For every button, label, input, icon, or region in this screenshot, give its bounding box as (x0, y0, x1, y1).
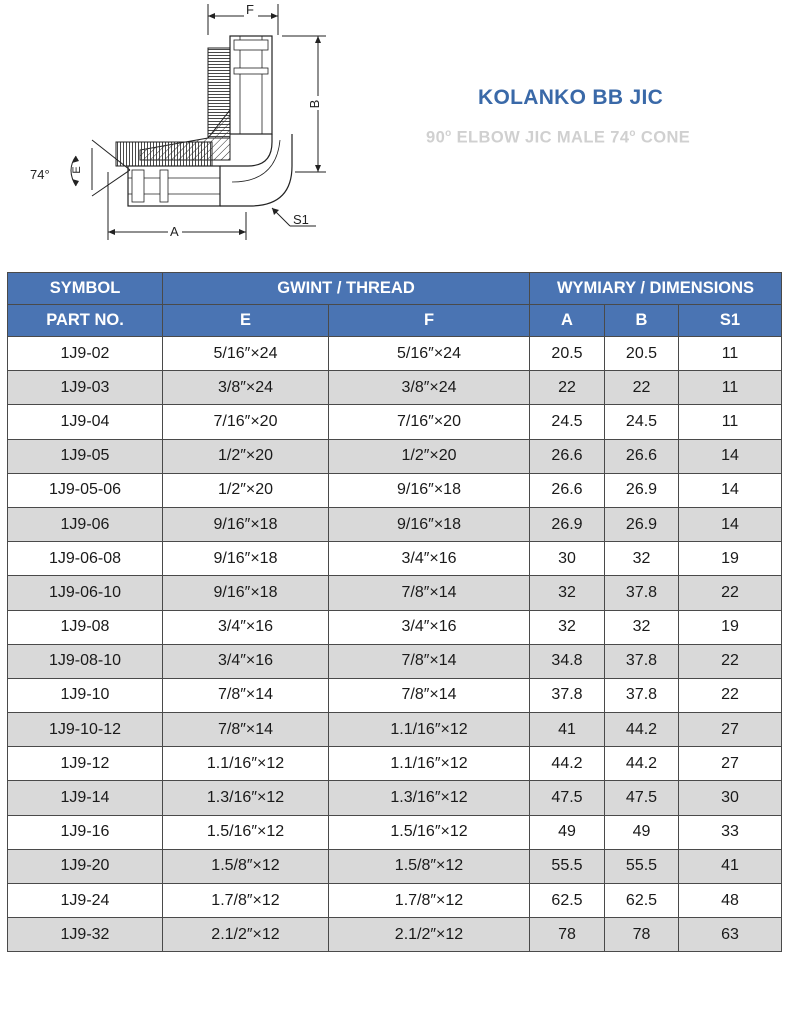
cell-b: 49 (605, 815, 679, 849)
cell-part: 1J9-20 (8, 849, 163, 883)
cell-f: 1.7/8″×12 (329, 884, 530, 918)
cell-e: 7/8″×14 (163, 713, 329, 747)
cell-part: 1J9-10 (8, 678, 163, 712)
cell-f: 3/4″×16 (329, 610, 530, 644)
cell-s1: 14 (679, 507, 782, 541)
table-row (8, 781, 782, 815)
table-row (8, 371, 782, 405)
cell-e: 1.7/8″×12 (163, 884, 329, 918)
spec-table-header (8, 273, 782, 337)
cell-a: 49 (530, 815, 605, 849)
cell-s1: 33 (679, 815, 782, 849)
table-row (8, 713, 782, 747)
cell-f: 7/8″×14 (329, 576, 530, 610)
header-symbol: SYMBOL (8, 273, 163, 305)
horizontal-arm (116, 142, 220, 206)
cell-s1: 11 (679, 371, 782, 405)
cell-e: 9/16″×18 (163, 576, 329, 610)
header-thread: GWINT / THREAD (163, 273, 530, 305)
table-row (8, 815, 782, 849)
cell-e: 1.3/16″×12 (163, 781, 329, 815)
header-part-no: PART NO. (8, 305, 163, 337)
cell-b: 37.8 (605, 576, 679, 610)
cell-f: 1.1/16″×12 (329, 747, 530, 781)
cell-a: 34.8 (530, 644, 605, 678)
table-row (8, 678, 782, 712)
cell-b: 26.9 (605, 473, 679, 507)
cell-s1: 22 (679, 678, 782, 712)
cell-f: 7/16″×20 (329, 405, 530, 439)
cell-part: 1J9-16 (8, 815, 163, 849)
subtitle-angle-90: 90 (426, 128, 446, 147)
dimension-f (208, 2, 278, 35)
cell-e: 3/4″×16 (163, 644, 329, 678)
cell-s1: 11 (679, 337, 782, 371)
cell-f: 1.3/16″×12 (329, 781, 530, 815)
cell-s1: 27 (679, 713, 782, 747)
cell-b: 37.8 (605, 644, 679, 678)
cell-f: 5/16″×24 (329, 337, 530, 371)
header-dimensions: WYMIARY / DIMENSIONS (530, 273, 782, 305)
cell-f: 7/8″×14 (329, 644, 530, 678)
dimension-b (282, 36, 326, 172)
table-row (8, 610, 782, 644)
cell-s1: 30 (679, 781, 782, 815)
cell-part: 1J9-14 (8, 781, 163, 815)
table-row (8, 405, 782, 439)
label-e: E (71, 166, 83, 174)
cell-part: 1J9-10-12 (8, 713, 163, 747)
cell-a: 30 (530, 542, 605, 576)
cell-s1: 41 (679, 849, 782, 883)
cell-b: 44.2 (605, 747, 679, 781)
subtitle-degree-1: o (445, 128, 452, 139)
cell-b: 78 (605, 918, 679, 952)
header-col-b: B (605, 305, 679, 337)
cell-b: 44.2 (605, 713, 679, 747)
cell-e: 1.1/16″×12 (163, 747, 329, 781)
cell-a: 41 (530, 713, 605, 747)
cell-a: 26.9 (530, 507, 605, 541)
cell-e: 1/2″×20 (163, 473, 329, 507)
cell-f: 7/8″×14 (329, 678, 530, 712)
cell-part: 1J9-06-08 (8, 542, 163, 576)
cell-e: 1.5/16″×12 (163, 815, 329, 849)
cell-part: 1J9-12 (8, 747, 163, 781)
cell-e: 3/4″×16 (163, 610, 329, 644)
cell-e: 7/8″×14 (163, 678, 329, 712)
spec-table-body (8, 337, 782, 952)
cell-f: 1.5/16″×12 (329, 815, 530, 849)
table-row (8, 542, 782, 576)
cell-part: 1J9-06 (8, 507, 163, 541)
cell-b: 26.9 (605, 507, 679, 541)
cell-part: 1J9-24 (8, 884, 163, 918)
cell-a: 24.5 (530, 405, 605, 439)
product-title: KOLANKO BB JIC (478, 86, 664, 109)
cell-b: 32 (605, 542, 679, 576)
cell-a: 26.6 (530, 473, 605, 507)
elbow-curve (220, 134, 292, 206)
cell-f: 9/16″×18 (329, 473, 530, 507)
cell-b: 24.5 (605, 405, 679, 439)
cell-s1: 11 (679, 405, 782, 439)
cell-b: 20.5 (605, 337, 679, 371)
table-row (8, 576, 782, 610)
cell-a: 55.5 (530, 849, 605, 883)
cell-a: 20.5 (530, 337, 605, 371)
cell-a: 26.6 (530, 439, 605, 473)
dimension-s1 (272, 208, 316, 227)
header-col-s1: S1 (679, 305, 782, 337)
spec-table (7, 272, 782, 952)
cell-s1: 22 (679, 644, 782, 678)
cell-a: 62.5 (530, 884, 605, 918)
table-row (8, 918, 782, 952)
table-row (8, 849, 782, 883)
cell-a: 32 (530, 576, 605, 610)
subtitle-middle: ELBOW JIC MALE 74 (451, 128, 630, 147)
header-col-e: E (163, 305, 329, 337)
cell-part: 1J9-06-10 (8, 576, 163, 610)
header-col-a: A (530, 305, 605, 337)
cell-s1: 63 (679, 918, 782, 952)
table-row (8, 507, 782, 541)
cell-part: 1J9-32 (8, 918, 163, 952)
product-subtitle (426, 128, 690, 148)
label-angle: 74° (30, 167, 50, 182)
cell-b: 37.8 (605, 678, 679, 712)
cell-s1: 14 (679, 473, 782, 507)
cell-f: 1/2″×20 (329, 439, 530, 473)
table-row (8, 747, 782, 781)
subtitle-cone: CONE (635, 128, 691, 147)
cell-e: 9/16″×18 (163, 507, 329, 541)
cell-a: 78 (530, 918, 605, 952)
cell-b: 62.5 (605, 884, 679, 918)
cell-e: 7/16″×20 (163, 405, 329, 439)
cell-part: 1J9-05-06 (8, 473, 163, 507)
cell-part: 1J9-02 (8, 337, 163, 371)
cell-s1: 19 (679, 610, 782, 644)
cell-part: 1J9-04 (8, 405, 163, 439)
dimension-e-angle (30, 140, 130, 196)
cell-f: 3/8″×24 (329, 371, 530, 405)
cell-b: 47.5 (605, 781, 679, 815)
cell-f: 2.1/2″×12 (329, 918, 530, 952)
cell-a: 22 (530, 371, 605, 405)
cell-s1: 22 (679, 576, 782, 610)
cell-part: 1J9-03 (8, 371, 163, 405)
cell-f: 1.5/8″×12 (329, 849, 530, 883)
cell-part: 1J9-05 (8, 439, 163, 473)
cell-a: 37.8 (530, 678, 605, 712)
cell-s1: 14 (679, 439, 782, 473)
subtitle-degree-2: o (629, 128, 636, 139)
elbow-fitting-drawing (20, 0, 340, 250)
vertical-arm (208, 36, 272, 138)
table-row (8, 644, 782, 678)
cell-s1: 19 (679, 542, 782, 576)
cell-b: 26.6 (605, 439, 679, 473)
table-row (8, 884, 782, 918)
header-col-f: F (329, 305, 530, 337)
cell-e: 5/16″×24 (163, 337, 329, 371)
cell-f: 9/16″×18 (329, 507, 530, 541)
cell-s1: 27 (679, 747, 782, 781)
cell-e: 3/8″×24 (163, 371, 329, 405)
cell-e: 2.1/2″×12 (163, 918, 329, 952)
cell-part: 1J9-08-10 (8, 644, 163, 678)
table-row (8, 337, 782, 371)
cell-a: 32 (530, 610, 605, 644)
cell-e: 9/16″×18 (163, 542, 329, 576)
label-a: A (170, 224, 179, 239)
table-row (8, 473, 782, 507)
cell-e: 1/2″×20 (163, 439, 329, 473)
label-b: B (307, 99, 322, 109)
label-f: F (246, 2, 254, 17)
label-s1: S1 (293, 212, 309, 227)
table-row (8, 439, 782, 473)
cell-a: 44.2 (530, 747, 605, 781)
cell-b: 32 (605, 610, 679, 644)
cell-f: 3/4″×16 (329, 542, 530, 576)
cell-f: 1.1/16″×12 (329, 713, 530, 747)
cell-b: 55.5 (605, 849, 679, 883)
cell-b: 22 (605, 371, 679, 405)
cell-s1: 48 (679, 884, 782, 918)
cell-a: 47.5 (530, 781, 605, 815)
cell-part: 1J9-08 (8, 610, 163, 644)
cell-e: 1.5/8″×12 (163, 849, 329, 883)
